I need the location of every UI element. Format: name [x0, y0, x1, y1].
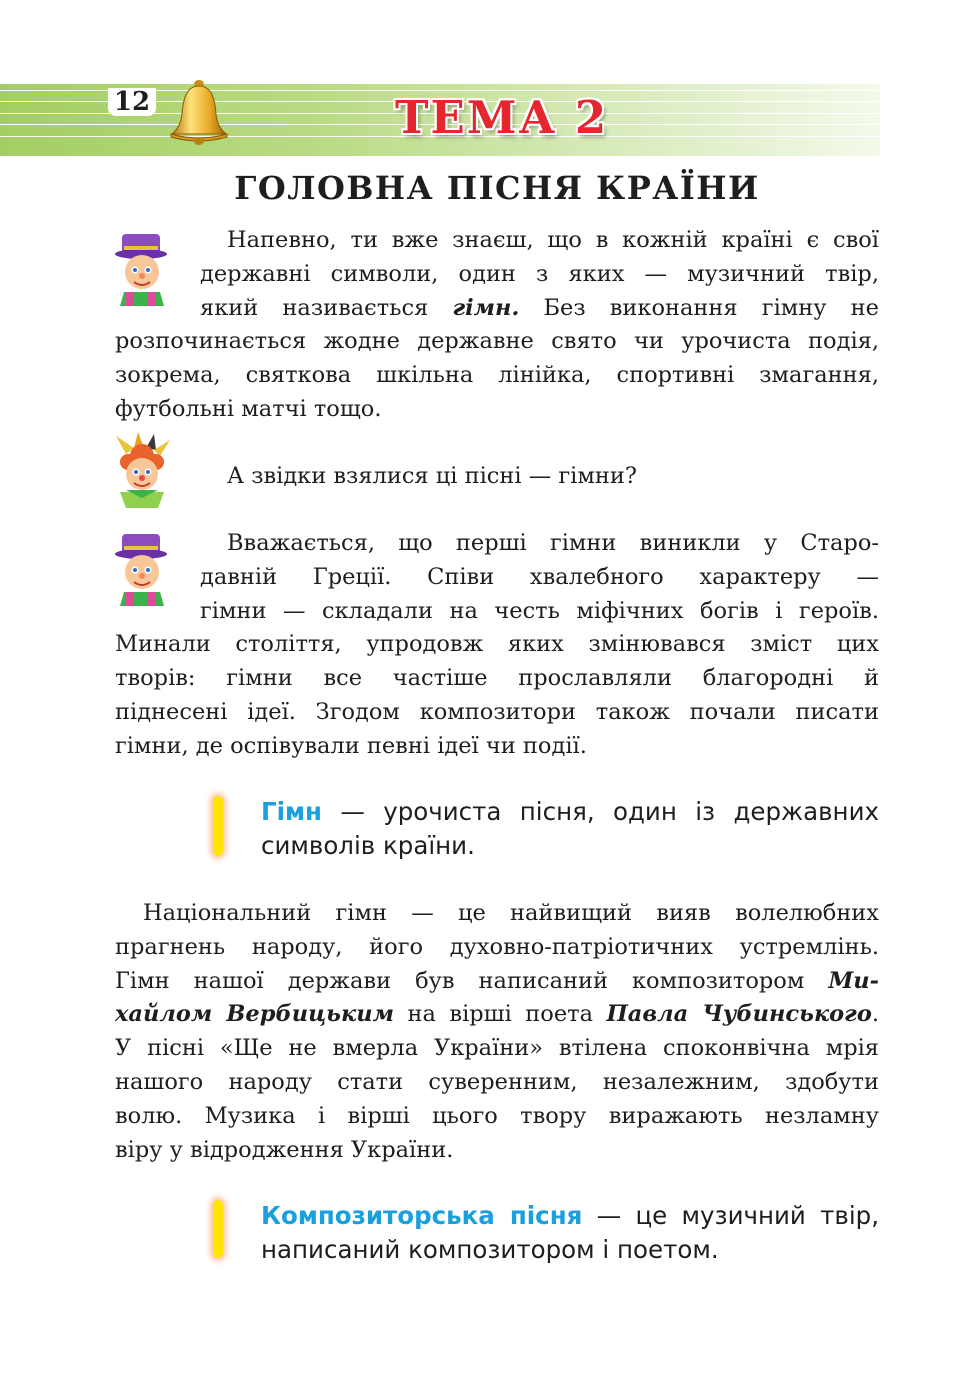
- text-fragment: Без виконання гімну не: [519, 294, 879, 321]
- text-line: Минали століття, упродовж яких змінювався зміст цих: [115, 631, 879, 658]
- text-line: [115, 965, 879, 999]
- text-fragment: .: [871, 1001, 879, 1028]
- intro-paragraph: [115, 224, 879, 427]
- text-line: А звідки взялися ці пісні — гімни?: [227, 463, 637, 489]
- page-title: ГОЛОВНА ПІСНЯ КРАЇНИ: [234, 169, 760, 207]
- definition-himn: [261, 795, 879, 863]
- text-line: Національний гімн — це найвищий вияв волелюбних: [143, 900, 879, 926]
- text-line: волю. Музика і вірші цього твору виражають незламну: [115, 1102, 879, 1129]
- definition-term: Гімн: [261, 797, 322, 826]
- text-line: зокрема, святкова шкільна лінійка, спортивні змагання,: [115, 362, 879, 389]
- term-himn: гімн.: [452, 294, 520, 321]
- text-line: гімни, де оспівували певні ідеї чи події.: [115, 732, 587, 759]
- text-line: віру у відродження України.: [115, 1136, 454, 1163]
- definition-text: — урочиста пісня, один із державних: [321, 797, 879, 826]
- text-line: У пісні «Ще не вмерла України» втілена споконвічна мрія: [115, 1035, 879, 1062]
- definition-line: символів країни.: [261, 830, 475, 860]
- definition-term: Композиторська пісня: [261, 1201, 583, 1230]
- clown-character-icon: [112, 432, 174, 508]
- text-line: державні символи, один з яких — музичний твір,: [200, 260, 879, 287]
- poet-name: Павла Чубинського: [606, 1001, 872, 1028]
- text-line: прагнень народу, його духовно-патріотичних устремлінь.: [115, 933, 879, 960]
- page-number: 12: [108, 88, 156, 116]
- highlight-marker: [213, 796, 223, 856]
- definition-line: [261, 795, 879, 829]
- definition-text: — це музичний твір,: [582, 1201, 880, 1230]
- highlight-marker: [213, 1200, 223, 1258]
- composer-name: Ми-: [828, 967, 879, 994]
- text-fragment: на вірші поета: [393, 1001, 607, 1028]
- definition-line: [261, 1199, 879, 1233]
- text-line: [115, 292, 879, 326]
- text-line: футбольні матчі тощо.: [115, 395, 382, 422]
- composer-name: хайлом Вербицьким: [115, 1001, 394, 1028]
- anthem-paragraph: [115, 897, 879, 1167]
- definition-composer-song: [261, 1199, 879, 1267]
- text-line: [115, 998, 879, 1032]
- bell-icon: [168, 78, 230, 146]
- theme-heading: ТЕМА 2: [395, 91, 609, 144]
- text-line: давній Греції. Співи хвалебного характеру —: [200, 563, 879, 590]
- text-line: нашого народу стати суверенним, незалежним, здобути: [115, 1068, 879, 1095]
- text-line: гімни — складали на честь міфічних богів і героїв.: [200, 597, 879, 624]
- text-fragment: який називається: [200, 294, 453, 321]
- text-fragment: Гімн нашої держави був написаний композитором: [115, 967, 829, 994]
- text-line: розпочинається жодне державне свято чи урочиста подія,: [115, 328, 879, 355]
- text-line: творів: гімни все частіше прославляли благородні й: [115, 665, 879, 692]
- question-line: [227, 460, 877, 494]
- text-line: Вважається, що перші гімни виникли у Старо-: [227, 530, 879, 556]
- definition-line: написаний композитором і поетом.: [261, 1234, 719, 1264]
- text-line: Напевно, ти вже знаєш, що в кожній країні є свої: [227, 227, 879, 253]
- text-line: піднесені ідеї. Згодом композитори також почали писати: [115, 698, 879, 725]
- history-paragraph: [115, 527, 879, 764]
